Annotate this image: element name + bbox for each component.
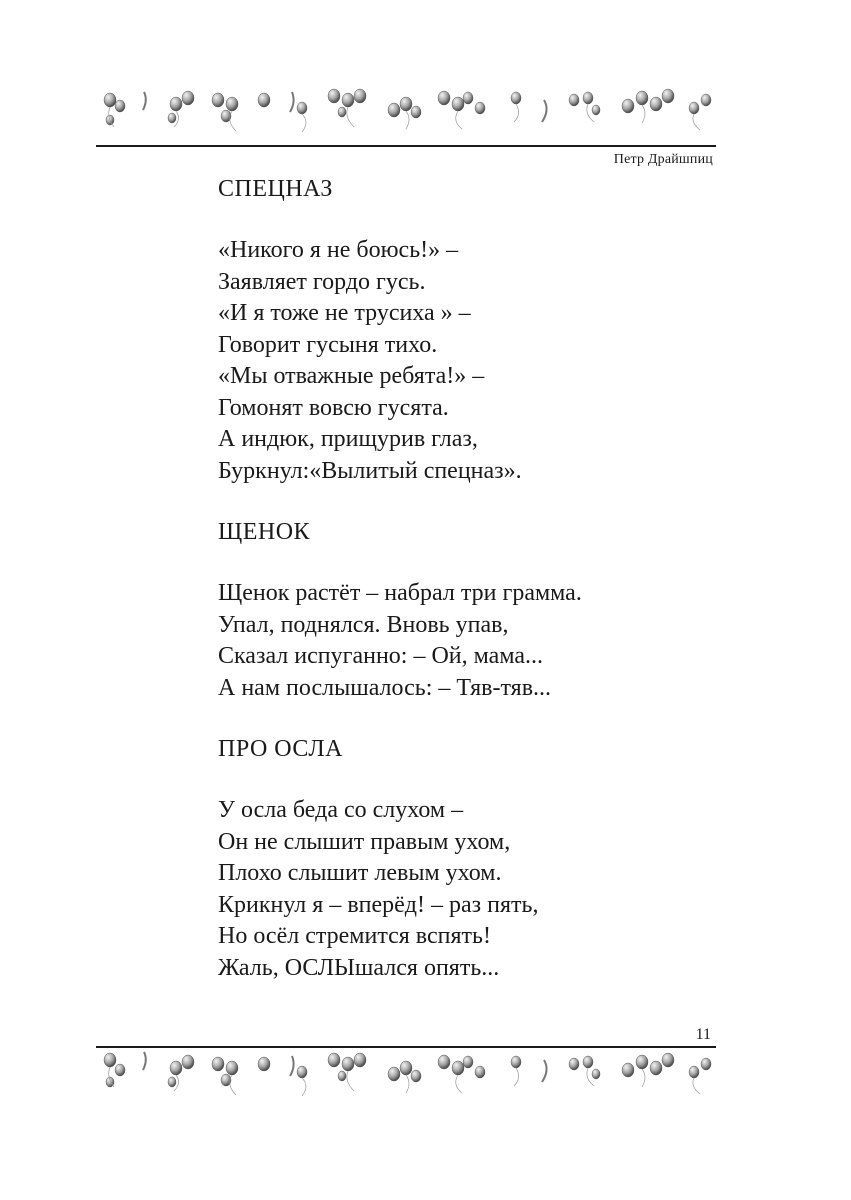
poem-line: Говорит гусыня тихо.: [218, 331, 438, 358]
balloon-cluster-icon: [104, 89, 711, 125]
author-name: Петр Драйшпиц: [613, 152, 713, 167]
poem-line: Буркнул:«Вылитый спецназ».: [218, 457, 522, 484]
poem-specnaz: [218, 174, 718, 487]
poem-line: Заявляет гордо гусь.: [218, 268, 426, 295]
poem-lines: [218, 578, 718, 704]
header-rule: [96, 145, 716, 147]
poem-lines: [218, 235, 718, 487]
poem-line: Но осёл стремится вспять!: [218, 923, 491, 949]
poem-title: ЩЕНОК: [218, 519, 311, 545]
poem-line: Упал, поднялся. Вновь упав,: [218, 611, 509, 638]
poem-line: У осла беда со слухом –: [218, 797, 464, 823]
poem-shchenok: [218, 517, 718, 704]
poem-title: СПЕЦНАЗ: [218, 176, 333, 202]
poem-line: Плохо слышит левым ухом.: [218, 860, 502, 886]
poem-line: Сказал испуганно: – Ой, мама...: [218, 643, 543, 669]
balloon-border-top: [96, 86, 716, 142]
poem-line: «Никого я не боюсь!» –: [218, 237, 459, 263]
poems-content: [218, 174, 718, 984]
poem-lines: [218, 795, 718, 984]
poem-line: Щенок растёт – набрал три грамма.: [218, 580, 582, 606]
poem-line: «Мы отважные ребята!» –: [218, 363, 485, 389]
poem-line: «И я тоже не трусиха » –: [218, 300, 471, 326]
poem-line: Он не слышит правым ухом,: [218, 828, 511, 855]
poem-line: Гомонят вовсю гусята.: [218, 394, 449, 421]
page-number: 11: [695, 1026, 711, 1043]
poem-line: Жаль, ОСЛЫшался опять...: [218, 954, 500, 981]
poem-title: ПРО ОСЛА: [218, 736, 343, 762]
poem-line: А нам послышалось: – Тяв-тяв...: [218, 674, 552, 701]
poem-line: А индюк, прищурив глаз,: [218, 426, 478, 452]
balloon-border-bottom: [96, 1046, 716, 1102]
poem-pro-osla: [218, 734, 718, 984]
balloon-cluster-icon: [104, 1052, 711, 1087]
poem-line: Крикнул я – вперёд! – раз пять,: [218, 891, 539, 918]
